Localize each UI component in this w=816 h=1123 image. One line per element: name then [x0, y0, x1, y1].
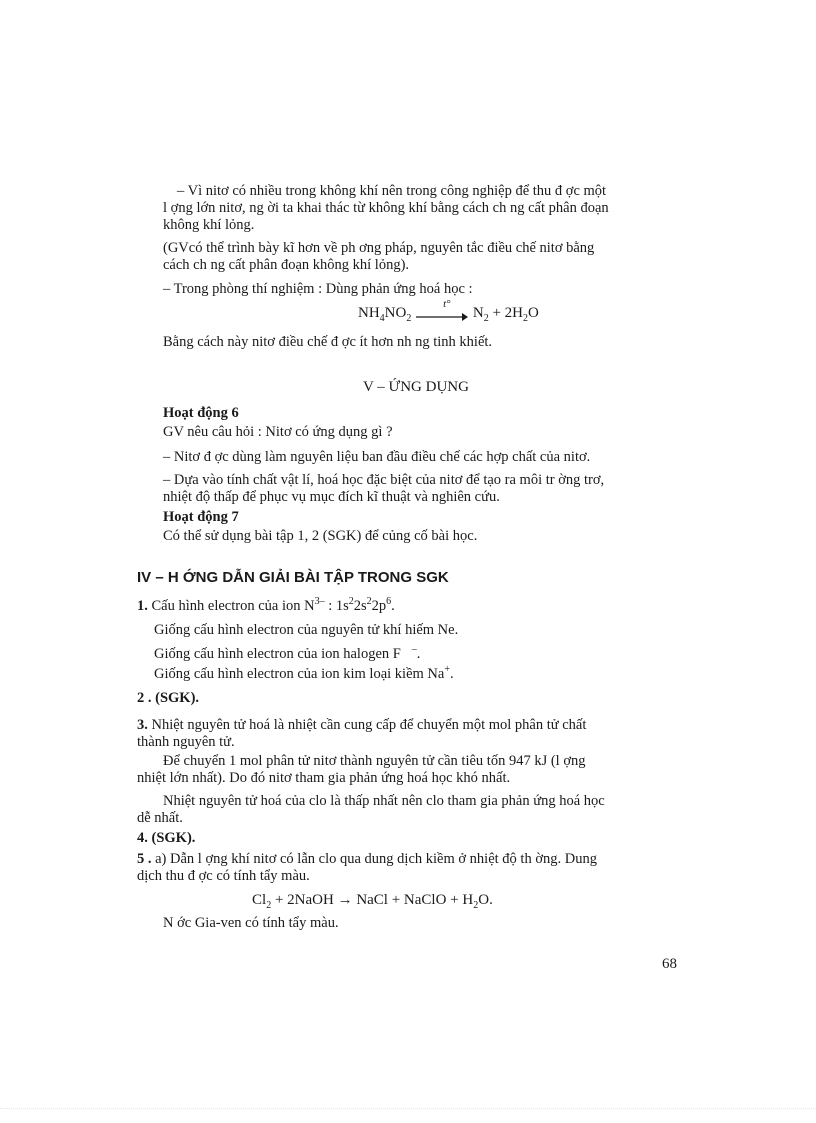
chlorine-subscript: 2 — [266, 900, 272, 911]
gv-note-line-2: cách ch ng cất phân đoạn không khí lỏng). — [163, 257, 410, 273]
config-2p: 2p — [371, 598, 387, 614]
bottom-rule — [0, 1108, 816, 1109]
exercise-3-line-2: thành nguyên tử. — [137, 734, 235, 750]
exercise-1-text: Cấu hình electron của ion N — [151, 598, 315, 614]
lab-line: – Trong phòng thí nghiệm : Dùng phản ứng hoá học : — [163, 281, 473, 297]
exercise-1-number: 1. — [137, 598, 148, 614]
use-2-line-2: nhiệt độ thấp để phục vụ mục đích kĩ thuật và nghiên cứu. — [163, 489, 500, 505]
alkali-text: Giống cấu hình electron của ion kim loại kiềm Na — [154, 666, 445, 682]
industry-line-1: – Vì nitơ có nhiều trong không khí nên trong công nghiệp để thu đ ợc một — [177, 183, 607, 199]
exercise-3-para-3-line-1: Nhiệt nguyên tử hoá của clo là thấp nhất nên clo tham gia phản ứng hoá học — [163, 793, 605, 809]
exercise-3-para-2-line-1: Để chuyển 1 mol phân tử nitơ thành nguyên tử cần tiêu tốn 947 kJ (l ợng — [163, 753, 586, 769]
lab-reaction — [358, 297, 539, 324]
config-1s: : 1s — [324, 598, 349, 614]
exercise-2: 2 . (SGK). — [137, 690, 200, 706]
water-subscript: 2 — [473, 900, 479, 911]
config-sup-1: 2 — [348, 596, 354, 608]
exercise-5-number: 5 . — [137, 851, 152, 867]
exercise-3-text: Nhiệt nguyên tử hoá là nhiệt cần cung cấp để chuyển một mol phân tử chất — [147, 717, 587, 733]
reactant-subscript-1: 4 — [379, 313, 385, 324]
exercise-3-para-2-line-2: nhiệt lớn nhất). Do đó nitơ tham gia phản ứng hoá học khó nhất. — [137, 770, 511, 786]
exercise-1-line-3 — [154, 646, 420, 663]
lab-result: Bằng cách này nitơ điều chế đ ợc ít hơn nh ng tinh khiết. — [163, 334, 493, 350]
industry-line-3: không khí lỏng. — [163, 217, 255, 233]
gv-note-line-1: (GVcó thể trình bày kĩ hơn về ph ơng pháp, nguyên tắc điều chế nitơ bằng — [163, 240, 595, 256]
reaction-lhs: + 2NaOH — [271, 892, 338, 908]
halogen-text: Giống cấu hình electron của ion halogen F — [154, 646, 401, 662]
exercise-1-line-2: Giống cấu hình electron của nguyên tử khí hiếm Ne. — [154, 622, 459, 638]
reaction-arrow-icon — [415, 297, 469, 320]
product-2-subscript: 2 — [522, 313, 528, 324]
activity-6-question: GV nêu câu hỏi : Nitơ có ứng dụng gì ? — [163, 424, 393, 440]
activity-7-title: Hoạt động 7 — [163, 509, 239, 525]
reaction-arrow-2-icon: → — [337, 892, 353, 908]
halogen-charge: – — [411, 644, 417, 656]
reactant-subscript-2: 2 — [406, 313, 412, 324]
product-2-end: O — [527, 305, 539, 321]
plus-sign: + 2H — [492, 305, 523, 321]
exercise-3-number: 3. — [137, 717, 148, 733]
reactant: NH — [358, 305, 380, 321]
exercise-1-line-1 — [137, 598, 395, 615]
exercise-5-line-1 — [137, 851, 597, 868]
exercise-5-reaction — [252, 892, 493, 909]
config-sup-2: 2 — [366, 596, 372, 608]
product-1-subscript: 2 — [483, 313, 489, 324]
exercise-3-line-1 — [137, 717, 586, 734]
chlorine: Cl — [252, 892, 267, 908]
exercise-5-line-2: dịch thu đ ợc có tính tẩy màu. — [137, 868, 310, 884]
alkali-end: . — [449, 666, 454, 682]
config-sup-3: 6 — [386, 596, 392, 608]
ion-charge: 3– — [314, 596, 325, 608]
use-1: – Nitơ đ ợc dùng làm nguyên liệu ban đầu điều chế các hợp chất của nitơ. — [163, 449, 591, 465]
exercise-1-line-4 — [154, 666, 454, 683]
activity-7-text: Có thể sử dụng bài tập 1, 2 (SGK) để củng cố bài học. — [163, 528, 478, 544]
exercise-3-para-3-line-2: dễ nhất. — [137, 810, 183, 826]
section-iv-heading: IV – H ỚNG DẪN GIẢI BÀI TẬP TRONG SGK — [137, 569, 449, 586]
config-end: . — [391, 598, 395, 614]
arrow-label: t° — [443, 297, 451, 310]
product-1: N — [472, 305, 484, 321]
reactant-mid: NO — [384, 305, 407, 321]
industry-line-2: l ợng lớn nitơ, ng ời ta khai thác từ không khí bằng cách ch ng cất phân đoạn — [163, 200, 609, 216]
exercise-4: 4. (SGK). — [137, 830, 196, 846]
config-2s: 2s — [353, 598, 367, 614]
activity-6-title: Hoạt động 6 — [163, 405, 239, 421]
use-2-line-1: – Dựa vào tính chất vật lí, hoá học đặc biệt của nitơ để tạo ra môi tr ờng trơ, — [163, 472, 605, 488]
exercise-5-text: a) Dẫn l ợng khí nitơ có lẫn clo qua dung dịch kiềm ở nhiệt độ th ờng. Dung — [151, 851, 597, 867]
alkali-charge: + — [444, 664, 450, 676]
section-v-heading: V – ỨNG DỤNG — [363, 379, 469, 395]
reaction-rhs: NaCl + NaClO + H — [352, 892, 474, 908]
reaction-rhs-end: O. — [478, 892, 493, 908]
halogen-end: . — [416, 646, 421, 662]
exercise-5-line-3: N ớc Gia-ven có tính tẩy màu. — [163, 915, 339, 931]
page-number: 68 — [662, 956, 677, 972]
